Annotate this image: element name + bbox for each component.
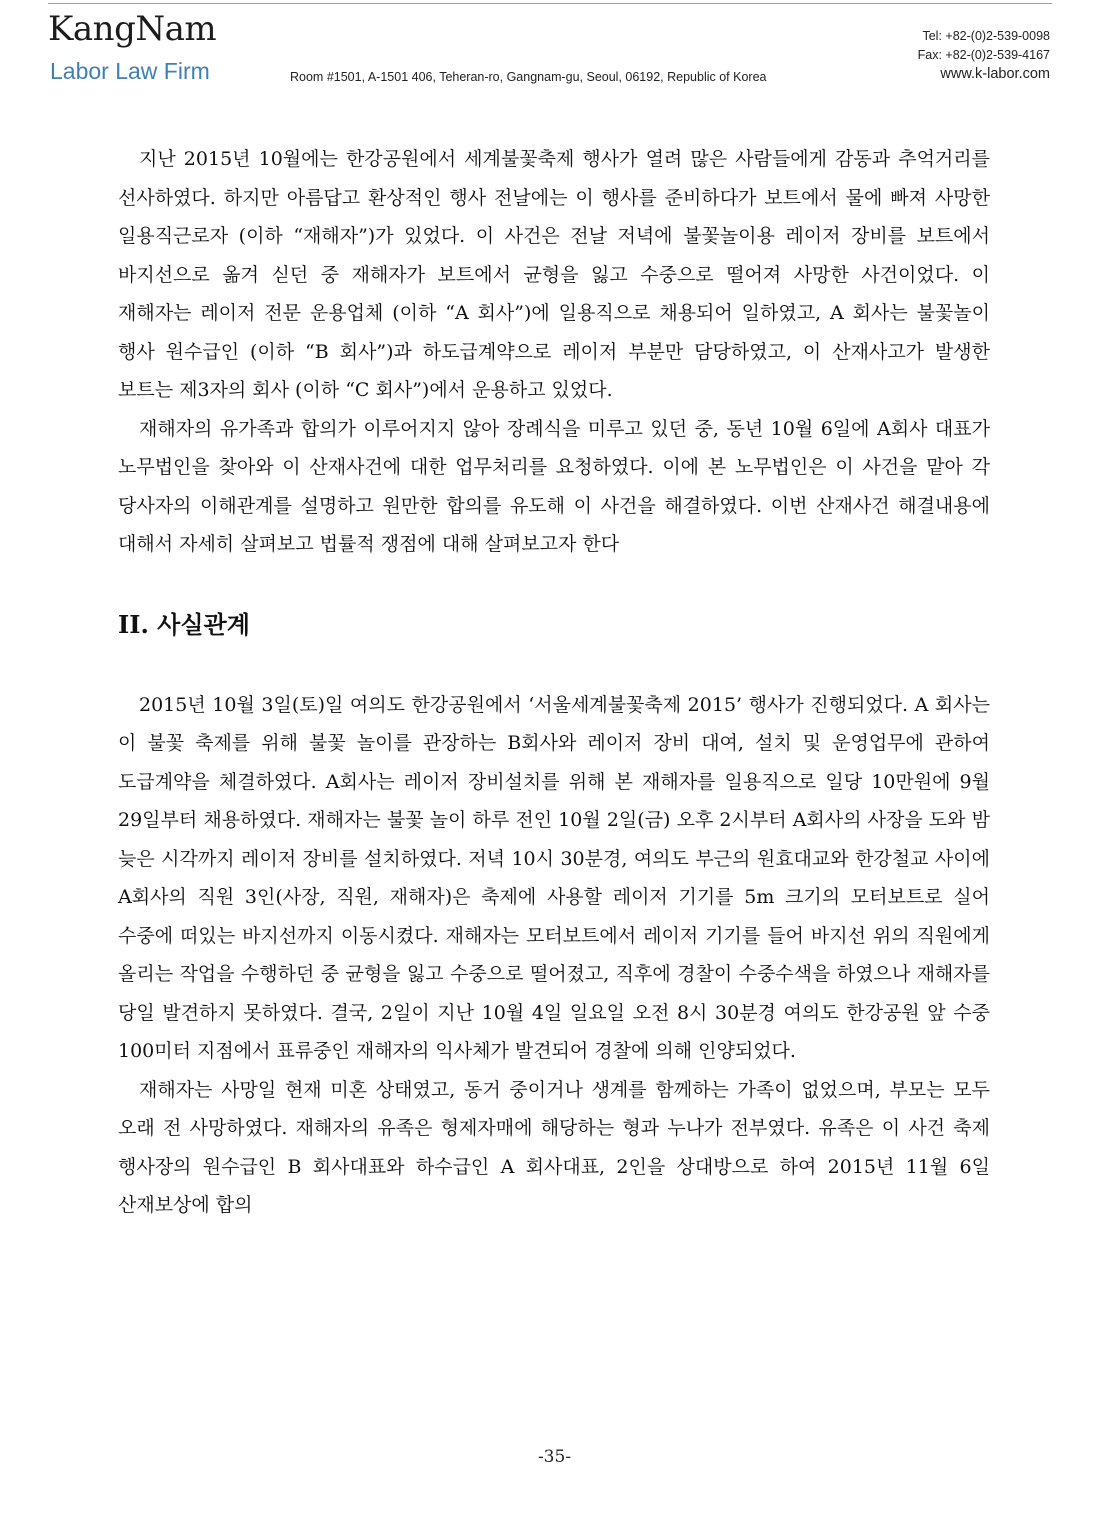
header-divider — [48, 3, 1052, 4]
firm-subtitle: Labor Law Firm — [50, 58, 210, 84]
telephone-number: Tel: +82-(0)2-539-0098 — [922, 29, 1050, 43]
firm-name-logo: KangNam — [48, 9, 217, 49]
fax-number: Fax: +82-(0)2-539-4167 — [917, 47, 1050, 62]
firm-address: Room #1501, A-1501 406, Teheran-ro, Gangnam-gu, Seoul, 06192, Republic of Korea — [290, 70, 767, 84]
section-heading-facts: II. 사실관계 — [118, 609, 250, 639]
intro-paragraph-2: 재해자의 유가족과 합의가 이루어지지 않아 장례식을 미루고 있던 중, 동년 10월 6일에 A회사 대표가 노무법인을 찾아와 이 산재사건에 대한 업무처리를 요청하였다. 이에 본 노무법인은 이 사건을 맡아 각 당사자의 이해관계를 설명하고 원만한 합의를 유도해 이 사건을 해결하였다. 이번 산재사건 해결내용에 대해서 자세히 살펴보고 법률적 쟁점에 대해 살펴보고자 한다 — [118, 417, 990, 555]
page-number: -35- — [537, 1447, 572, 1467]
facts-paragraph-1: 2015년 10월 3일(토)일 여의도 한강공원에서 ‘서울세계불꽃축제 2015’ 행사가 진행되었다. A 회사는 이 불꽃 축제를 위해 불꽃 놀이를 관장하는 B회사와 레이저 장비 대여, 설치 및 운영업무에 관하여 도급계약을 체결하였다. A회사는 레이저 장비설치를 위해 본 재해자를 일용직으로 일당 10만원에 9월 29일부터 채용하였다. 재해자는 불꽃 놀이 하루 전인 10월 2일(금) 오후 2시부터 A회사의 사장을 도와 밤 늦은 시각까지 레이저 장비를 설치하였다. 저녁 10시 30분경, 여의도 부근의 원효대교와 한강철교 사이에 A회사의 직원 3인(사장, 직원, 재해자)은 축제에 사용할 레이저 기기를 5m 크기의 모터보트로 실어 수중에 떠있는 바지선까지 이동시켰다. 재해자는 모터보트에서 레이저 기기를 들어 바지선 위의 직원에게 올리는 작업을 수행하던 중 균형을 잃고 수중으로 떨어졌고, 직후에 경찰이 수중수색을 하였으나 재해자를 당일 발견하지 못하였다. 결국, 2일이 지난 10월 4일 일요일 오전 8시 30분경 여의도 한강공원 앞 수중 100미터 지점에서 표류중인 재해자의 익사체가 발견되어 경찰에 의해 인양되었다. — [118, 693, 990, 1062]
document-body — [118, 140, 990, 1225]
contact-block — [918, 30, 1050, 82]
intro-paragraph-1: 지난 2015년 10월에는 한강공원에서 세계불꽃축제 행사가 열려 많은 사람들에게 감동과 추억거리를 선사하였다. 하지만 아름답고 환상적인 행사 전날에는 이 행사를 준비하다가 보트에서 물에 빠져 사망한 일용직근로자 (이하 “재해자”)가 있었다. 이 사건은 전날 저녁에 불꽃놀이용 레이저 장비를 보트에서 바지선으로 옮겨 싣던 중 재해자가 보트에서 균형을 잃고 수중으로 떨어져 사망한 사건이었다. 이 재해자는 레이저 전문 운용업체 (이하 “A 회사”)에 일용직으로 채용되어 일하였고, A 회사는 불꽃놀이 행사 원수급인 (이하 “B 회사”)과 하도급계약으로 레이저 부분만 담당하였고, 이 산재사고가 발생한 보트는 제3자의 회사 (이하 “C 회사”)에서 운용하고 있었다. — [118, 148, 990, 401]
website-link[interactable]: www.k-labor.com — [940, 66, 1050, 82]
facts-paragraph-2: 재해자는 사망일 현재 미혼 상태였고, 동거 중이거나 생계를 함께하는 가족이 없었으며, 부모는 모두 오래 전 사망하였다. 재해자의 유족은 형제자매에 해당하는 형과 누나가 전부였다. 유족은 이 사건 축제 행사장의 원수급인 B 회사대표와 하수급인 A 회사대표, 2인을 상대방으로 하여 2015년 11월 6일 산재보상에 합의 — [118, 1078, 990, 1216]
